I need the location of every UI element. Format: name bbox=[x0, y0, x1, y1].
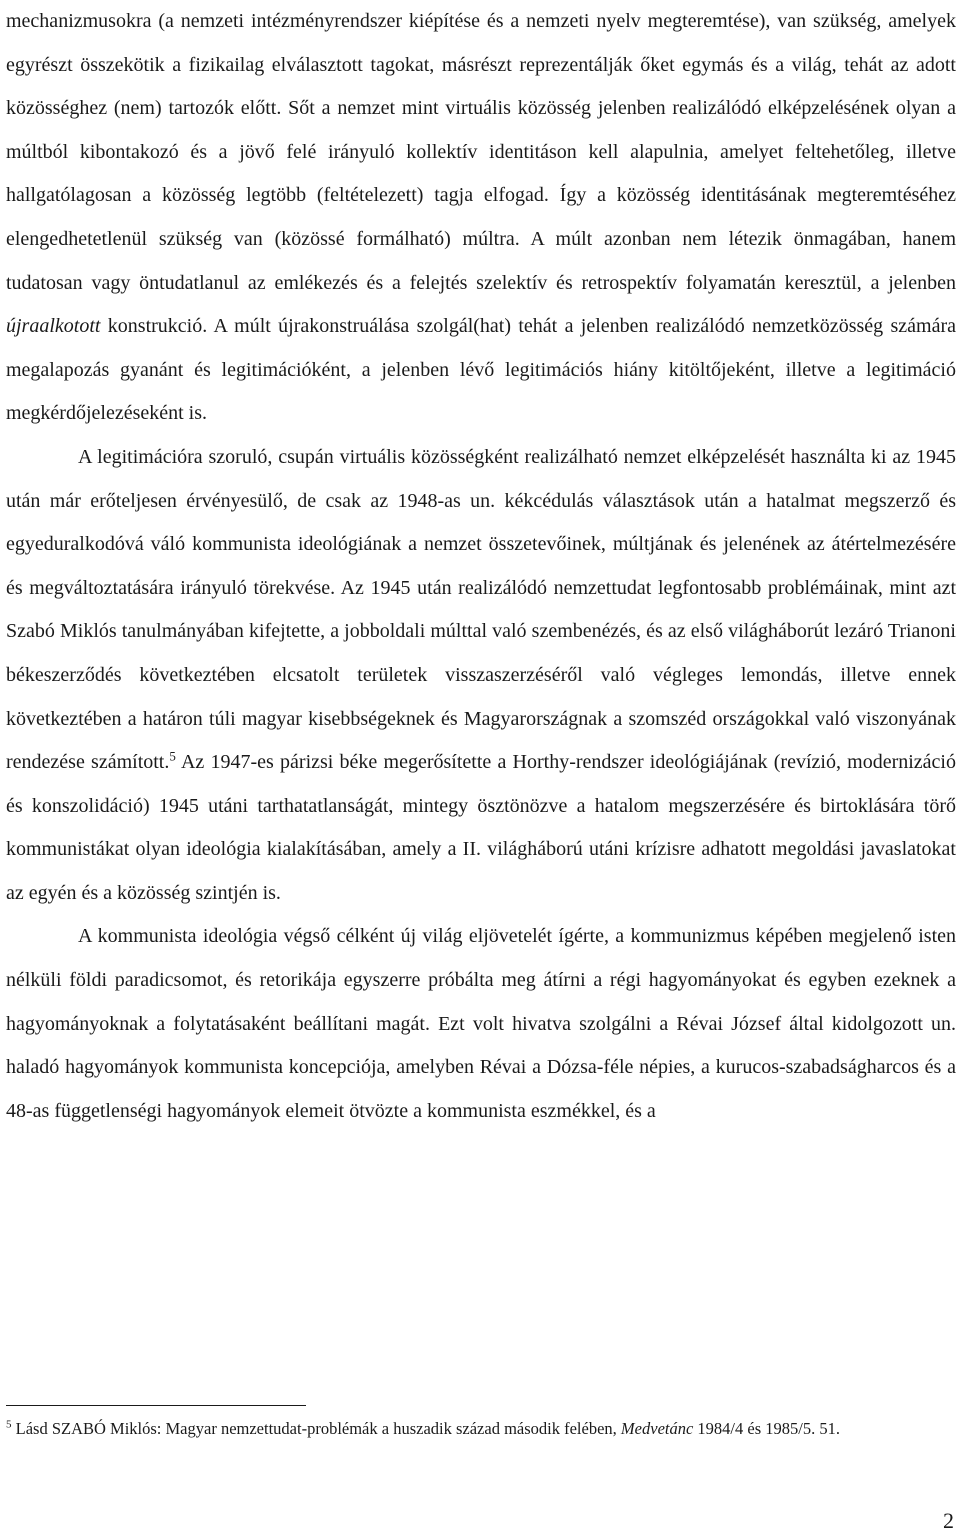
italic-term: újraalkotott bbox=[6, 315, 101, 338]
footnote-separator bbox=[6, 1405, 306, 1406]
footnote-text-end: 1984/4 és 1985/5. 51. bbox=[693, 1419, 840, 1438]
page-number: 2 bbox=[943, 1508, 954, 1533]
text-run: A legitimációra szoruló, csupán virtuális közösségként realizálható nemzet elképzelését használta ki az 1945 után már erőteljesen érvényesülő, de csak az 1948-as un. kékcédulás választások után a hatalmat megszerző és egyeduralkodóvá váló kommunista ideológiának a nemzet összetevőinek, múltjának és jelenének az átértelmezésére és megváltoztatására irányuló törekvése. Az 1945 után realizálódó nemzettudat legfontosabb problémáinak, mint azt Szabó Miklós tanulmányában kifejtette, a jobboldali múlttal való szembenézés, és az első világháborút lezáró Trianoni békeszerződés következtében elcsatolt területek visszaszerzéséről való végleges lemondás, illetve ennek következtében a határon túli magyar kisebbségeknek és Magyarországnak a szomszéd országokkal való viszonyának rendezése számított. bbox=[6, 445, 956, 774]
footnote-marker: 5 bbox=[6, 1418, 12, 1431]
text-run: A kommunista ideológia végső célként új világ eljövetelét ígérte, a kommunizmus képében megjelenő isten nélküli földi paradicsomot, és retorikája egyszerre próbálta meg átírni a régi hagyományokat és egyben ezeknek a hagyományoknak a folytatásaként beállítani magát. Ezt volt hivatva szolgálni a Révai József által kidolgozott un. haladó hagyományok kommunista koncepciója, amelyben Révai a Dózsa-féle népies, a kurucos-szabadságharcos és a 48-as függetlenségi hagyományok elemeit ötvözte a kommunista eszmékkel, és a bbox=[6, 925, 956, 1122]
paragraph-3 bbox=[6, 915, 956, 1133]
footnote-journal: Medvetánc bbox=[620, 1419, 694, 1438]
footnote bbox=[6, 1416, 956, 1442]
text-run: Az 1947-es párizsi béke megerősítette a Horthy-rendszer ideológiájának (revízió, modernizáció és konszolidáció) 1945 utáni tarthatatlanságát, mintegy ösztönözve a hatalom megszerzésére és birtoklására törő kommunistákat olyan ideológia kialakításában, amely a II. világháború utáni krízisre adhatott megoldási javaslatokat az egyén és a közösség szintjén is. bbox=[6, 751, 956, 904]
text-run: mechanizmusokra (a nemzeti intézményrendszer kiépítése és a nemzeti nyelv megteremtése), van szükség, amelyek egyrészt összekötik a fizikailag elválasztott tagokat, másrészt reprezentálják őket egymás és a világ, tehát az adott közösséghez (nem) tartozók előtt. Sőt a nemzet mint virtuális közösség jelenben realizálódó elképzelésének olyan a múltból kibontakozó és a jövő felé irányuló kollektív identitáson kell alapulnia, amelyet feltehetőleg, illetve hallgatólagosan a közösség legtöbb (feltételezett) tagja elfogad. Így a közösség identitásának megteremtéséhez elengedhetetlenül szükség van (közössé formálható) múltra. A múlt azonban nem létezik önmagában, hanem tudatosan vagy öntudatlanul az emlékezés és a felejtés szelektív és retrospektív folyamatán keresztül, a jelenben bbox=[6, 10, 956, 294]
paragraph-2 bbox=[6, 436, 956, 916]
text-run: konstrukció. A múlt újrakonstruálása szolgál(hat) tehát a jelenben realizálódó nemzetközösség számára megalapozás gyanánt és legitimációként, a jelenben lévő legitimációs hiány kitöltőjeként, illetve a legitimáció megkérdőjelezéseként is. bbox=[6, 315, 956, 425]
footnote-reference: 5 bbox=[169, 748, 176, 764]
body-text bbox=[6, 0, 956, 1133]
footnote-text: Lásd SZABÓ Miklós: Magyar nemzettudat-problémák a huszadik század második felében, bbox=[11, 1419, 621, 1438]
paragraph-1 bbox=[6, 0, 956, 436]
